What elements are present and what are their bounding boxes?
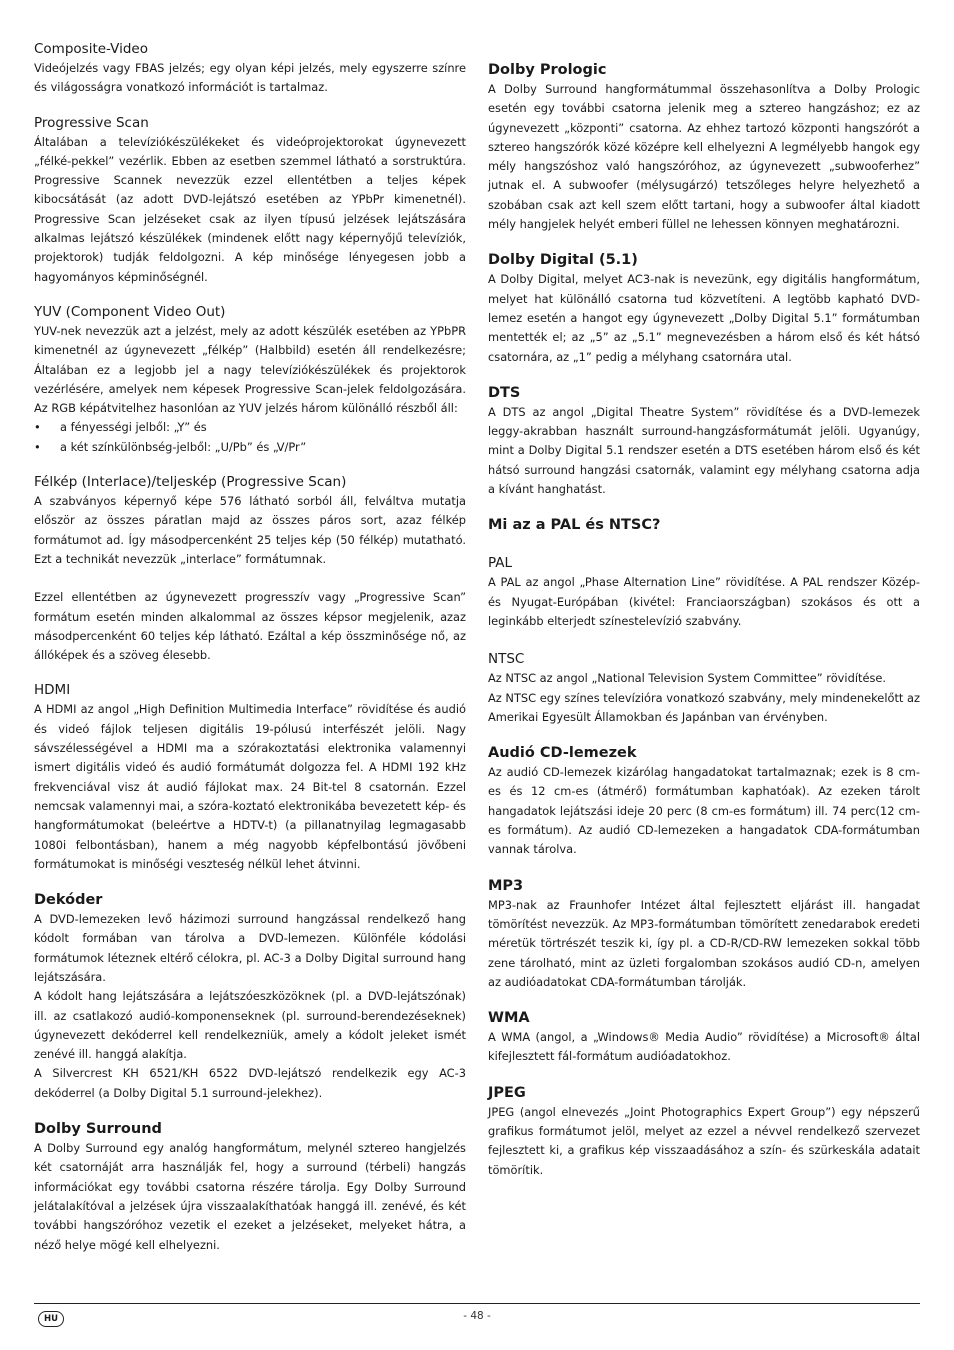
heading-composite-video: Composite-Video xyxy=(34,41,148,57)
text-jpeg: JPEG (angol elnevezés „Joint Photographics Expert Group”) egy népszerű grafikus formátumot jelöl, melyet az ezzel a névvel rendelkező szervezet fejlesztett ki, a grafikus kép visszaadásához a szín- és szürkeskála adatait tömörítik. xyxy=(488,1104,920,1177)
section-dolby-digital xyxy=(488,250,920,366)
heading-dolby-surround: Dolby Surround xyxy=(34,1121,162,1138)
text-dts: A DTS az angol „Digital Theatre System” rövidítése és a DVD-lemezek leggy-akrabban használt surround-hangzásformátumát jelöli. Ugyanúgy, mint a Dolby Digital 5.1 rendszer esetén a DTS esetében három első és két hátsó surround hangzási csatornák, valamint egy mélyhang csatorna adja a kívánt hanghatást. xyxy=(488,404,920,497)
section-dekoder xyxy=(34,890,466,1103)
heading-yuv: YUV (Component Video Out) xyxy=(34,303,226,320)
section-wma xyxy=(488,1008,920,1067)
text-dolby-surround: A Dolby Surround egy analóg hangformátum, melynél sztereo hangjelzés két csatornáját arra használják fel, hogy a surround (térbeli) hangzás információkat egy további csatorna részére tárolja. Egy Dolby Surround jelátalakítóval a jelzések újra visszaalakíthatóak hanggá ill. zenévé, és két további hangszóróhoz vezetik el ezeket a jelzéseket, melyeket hátra, a néző helye mögé kell elhelyezni. xyxy=(34,1141,466,1252)
yuv-bullet-list xyxy=(34,418,466,457)
section-pal-ntsc xyxy=(488,515,920,727)
heading-wma: WMA xyxy=(488,1010,530,1027)
heading-interlace: Félkép (Interlace)/teljeskép (Progressive Scan) xyxy=(34,474,347,491)
heading-hdmi: HDMI xyxy=(34,682,71,699)
heading-progressive-scan: Progressive Scan xyxy=(34,114,149,131)
text-progressive-scan: Általában a televíziókészülékeket és videóprojektorokat úgynevezett „félké-pekkel” vezérlik. Ebben az esetben szemmel látható a sorstruktúra. Progressive Scannek nevezzük ezzel ellentétben a teljes képek kibocsátását (az adott DVD-lejátszó esetében az YPbPr kimenetnél). Progressive Scan jelzéseket csak az ilyen típusú jelzések lejátszására alkalmas lejátszó készülékek (mindenek előtt nagy képernyőjű televíziók, projektorok) tudják feldolgozni. A kép minősége lényegesen jobb a hagyományos képminőségnél. xyxy=(34,134,466,284)
text-dolby-prologic: A Dolby Surround hangformátummal összehasonlítva a Dolby Prologic esetén egy további csatorna jelenik meg a sztereo hangzáshoz; ez az úgynevezett „központi” csatorna. Az ehhez tartozó központi hangszórót a sztereo hangszórók közé középre kell elhelyezni A legmélyebb hangok egy mély hangszóshoz való hangszóróhoz, az úgynevezett „subwooferhez” jutnak el. A subwoofer (mélysugárzó) tetszőleges helyre helyezhető a szobában csak azt kell szem előtt tartani, hogy a subwoofer által kiadott mély hangjelek helyét emberi füllel ne lehessen könnyen meghatározni. xyxy=(488,82,920,232)
heading-dolby-prologic: Dolby Prologic xyxy=(488,62,607,78)
text-audio-cd: Az audió CD-lemezek kizárólag hangadatokat tartalmaznak; ezek is 8 cm-es és 12 cm-es (átmérő) formátumban kaphatóak). Az ezeken tárolt hangadatok lejátszási ideje 20 perc (8 cm-es formátum) ill. 74 perc(12 cm-es formátum). Az audió CD-lemezeken a hangadatok CDA-formátumban vannak tárolva. xyxy=(488,765,920,857)
heading-dolby-digital: Dolby Digital (5.1) xyxy=(488,252,638,269)
section-progressive-scan xyxy=(34,114,466,287)
heading-dekoder: Dekóder xyxy=(34,892,103,909)
section-interlace xyxy=(34,473,466,665)
text-dekoder-1: A DVD-lemezeken levő házimozi surround hangzással rendelkező hang kódolt formában van tárolva a DVD-lemezen. Különféle kódolási formátumok léteznek eltérő célokra, pl. AC-3 a Dolby Digital surround hang lejátszására. xyxy=(34,912,466,984)
section-dolby-surround xyxy=(34,1119,466,1255)
heading-audio-cd: Audió CD-lemezek xyxy=(488,745,637,762)
list-item: • a két színkülönbség-jelből: „U/Pb” és „V/Pr” xyxy=(34,438,466,457)
footer-divider xyxy=(34,1303,920,1304)
heading-jpeg: JPEG xyxy=(488,1084,526,1101)
text-composite-video: Videójelzés vagy FBAS jelzés; egy olyan képi jelzés, mely egyszerre színre és világosságra vonatkozó információt is tartalmaz. xyxy=(34,61,466,95)
text-interlace-1: A szabványos képernyő képe 576 látható sorból áll, felváltva mutatja először az összes páratlan majd az összes páros sort, azaz félkép formátumot ad. Így másodpercenként 25 teljes kép (50 félkép) mutatható. Ezt a technikát nevezzük „interlace” formátumnak. xyxy=(34,494,466,566)
heading-dts: DTS xyxy=(488,384,521,401)
text-dekoder-2: A kódolt hang lejátszására a lejátszóeszközöknek (pl. a DVD-lejátszónak) ill. az csatlakozó audió-komponenseknek (pl. surround-berendezéseknek) úgynevezett dekóderrel kell rendelkezniük, amely a kódolt jeleket ismét zenévé ill. hanggá alakítja. xyxy=(34,989,466,1062)
text-dolby-digital: A Dolby Digital, melyet AC3-nak is nevezünk, egy digitális hangformátum, melyet hat különálló csatorna tud közvetíteni. A legtöbb kapható DVD-lemez esetén a hangot egy úgynevezett „Dolby Digital 5.1” formátumban mentették el; az „5” az „5.1” megnevezésben a három első és két hátsó csatornára, az „1” pedig a mélyhang csatornára utal. xyxy=(488,272,920,364)
right-column xyxy=(488,60,920,1196)
text-yuv: YUV-nek nevezzük azt a jelzést, mely az adott készülék esetében az YPbPR kimenetnél az úgynevezett „félkép” (Halbbild) esetén áll rendelkezésre; Általában ez a legjobb jel a nagy televíziókészülékek és projektorok vezérlésére, amelyek nem képesek Progressive Scan-jelek feldolgozására. Az RGB képátvitelhez hasonlóan az YUV jelzés három különálló részből áll: xyxy=(34,323,466,416)
left-column xyxy=(34,40,466,1271)
heading-pal: PAL xyxy=(488,555,513,572)
heading-mp3: MP3 xyxy=(488,877,524,894)
heading-ntsc: NTSC xyxy=(488,651,525,668)
section-dolby-prologic xyxy=(488,60,920,234)
text-ntsc-1: Az NTSC az angol „National Television System Committee” rövidítése. xyxy=(488,671,887,686)
section-audio-cd xyxy=(488,743,920,859)
section-dts xyxy=(488,383,920,499)
section-jpeg xyxy=(488,1083,920,1180)
text-pal: A PAL az angol „Phase Alternation Line” rövidítése. A PAL rendszer Közép- és Nyugat-Európában (kivétel: Franciaországban) szokásos és ott a leginkább elterjedt színestelevízió szabvány. xyxy=(488,575,920,628)
text-hdmi: A HDMI az angol „High Definition Multimedia Interface” rövidítése és audió és videó fájlok teljesen digitális 19-pólusú interfészét jelöli. Nagy sávszélességével a HDMI ma a szórakoztatási elektronika valamennyi ismert digitális videó és audió formátumát dolgozza fel. A HDMI 192 kHz frekvenciával visz át audió fájlokat max. 24 Bit-tel 8 csatornán. Ezzel nemcsak valamennyi mai, a szóra-koztató elektronikába bevezetett kép- és hangformátumokat (beleértve a HDTV-t) (a pillanatnyilag legmagasabb 1080i felbontásban), hanem a még nagyobb képfelbontású jövőbeni formátumokat is minőségi veszteség nélkül lehet átvinni. xyxy=(34,702,466,871)
section-hdmi xyxy=(34,681,466,874)
text-interlace-2: Ezzel ellentétben az úgynevezett progresszív vagy „Progressive Scan” formátum esetén minden alkalommal az összes képsor megjelenik, azaz másodpercenként 60 teljes kép látható. Ezáltal a kép összminősége nő, az állóképek és a szöveg élesebb. xyxy=(34,590,466,663)
page-number: - 48 - xyxy=(463,1310,491,1322)
list-item: • a fényességi jelből: „Y” és xyxy=(34,418,466,437)
heading-pal-ntsc: Mi az a PAL és NTSC? xyxy=(488,517,661,534)
language-badge: HU xyxy=(38,1311,64,1327)
section-composite-video xyxy=(34,40,466,98)
bullet-icon: • xyxy=(34,439,41,454)
section-mp3 xyxy=(488,876,920,992)
text-wma: A WMA (angol, a „Windows® Media Audio” rövidítése) a Microsoft® által kifejlesztett fál-formátum audióadatokhoz. xyxy=(488,1030,920,1064)
section-yuv xyxy=(34,303,466,457)
text-mp3: MP3-nak az Fraunhofer Intézet által fejlesztett eljárást ill. hangadat tömörítést nevezzük. Az MP3-formátumban tömörített zenedarabok eredeti méretük törtrészét teszik ki, így pl. a CD-R/CD-RW lemezeken sokkal több zene tárolható, mint az üzleti forgalomban szokásos audió CD-n, amelyen az audióadatokat CDA-formátumban tárolják. xyxy=(488,897,920,989)
text-dekoder-3: A Silvercrest KH 6521/KH 6522 DVD-lejátszó rendelkezik egy AC-3 dekóderrel (a Dolby Digital 5.1 surround-jelekhez). xyxy=(34,1066,466,1100)
text-ntsc-2: Az NTSC egy színes televízióra vonatkozó szabvány, mely mindenekelőtt az Amerikai Egyesült Államokban és Japánban van érvényben. xyxy=(488,690,920,724)
bullet-icon: • xyxy=(34,420,41,435)
